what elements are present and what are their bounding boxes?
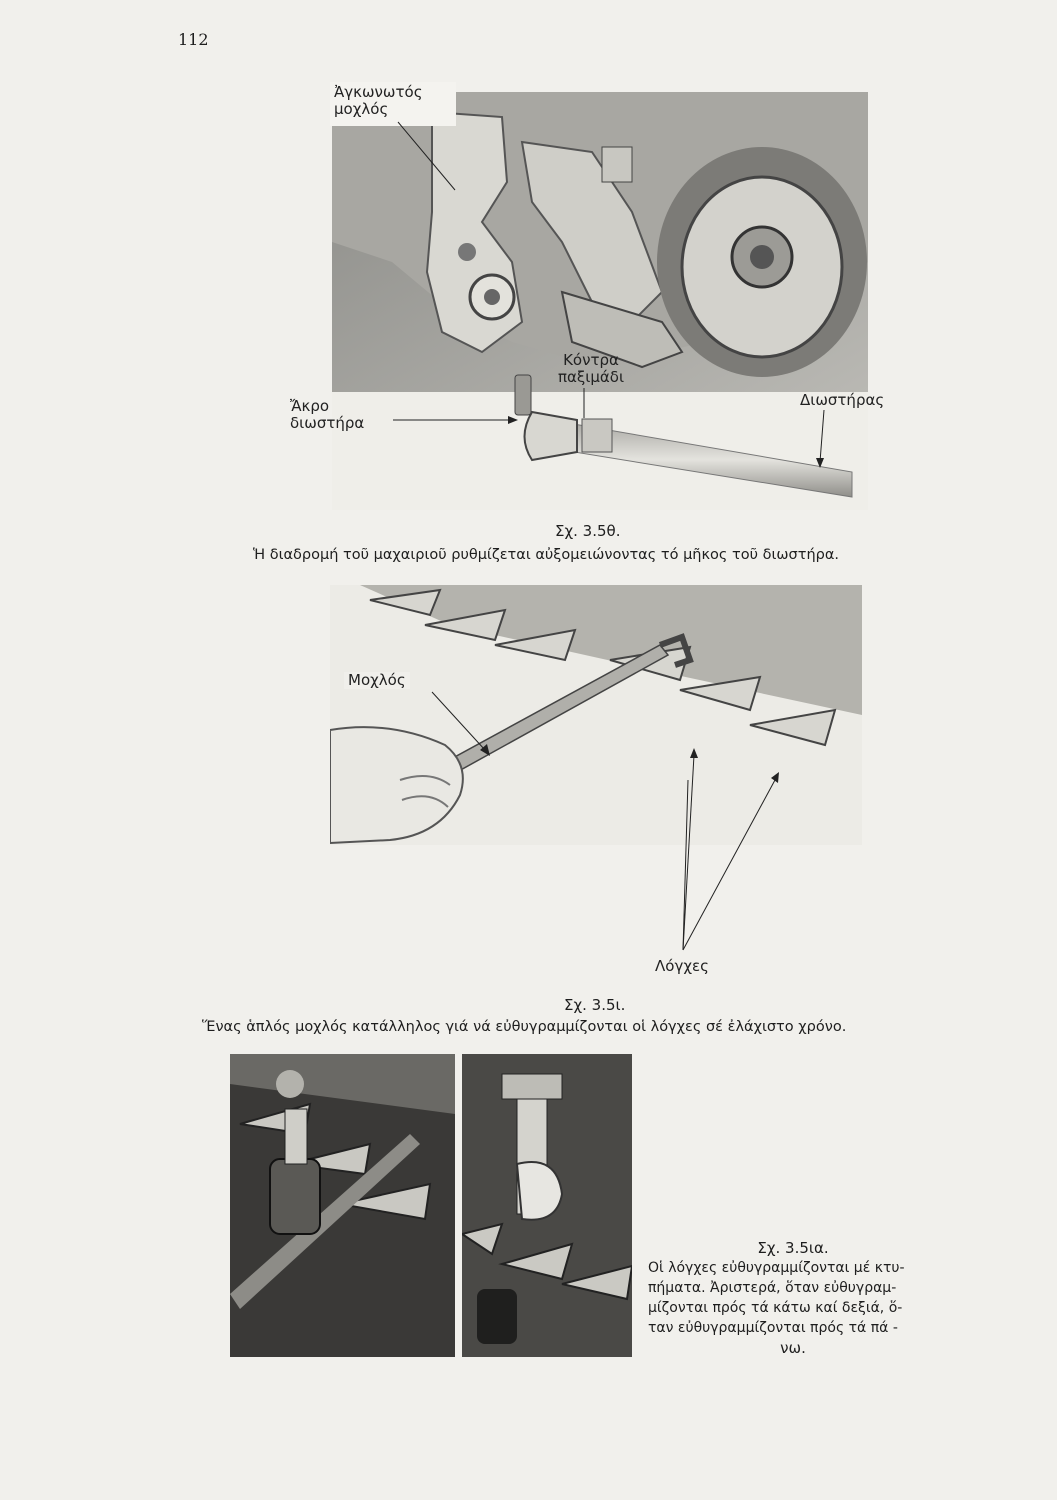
fig3-caption-line2: πήματα. Ἀριστερά, ὅταν εὐθυγραμ- [648, 1280, 897, 1296]
fig2-caption: Ἕνας ἁπλός μοχλός κατάλληλος γιά νά εὐθυγραμμίζονται οἱ λόγχες σέ ἐλάχιστο χρόνο. [202, 1019, 847, 1035]
label-lever-line1: Ἀγκωνωτός [334, 83, 423, 101]
photo-guard-hammer-left [230, 1054, 455, 1357]
fig3-caption-line3: μίζονται πρός τά κάτω καί δεξιά, ὅ- [648, 1300, 903, 1316]
label-locknut-line2: παξιμάδι [558, 368, 625, 386]
fig3-caption-line4: ταν εὐθυγραμμίζονται πρός τά πά - [648, 1320, 898, 1336]
leader-lines-fig2 [0, 600, 1057, 1000]
fig1-caption: Ἡ διαδρομή τοῦ μαχαιριοῦ ρυθμίζεται αὐξομειώνοντας τό μῆκος τοῦ διωστήρα. [253, 547, 840, 563]
label-lever-fig2: Μοχλός [344, 672, 410, 689]
fig3-caption-line1: Οἱ λόγχες εὐθυγραμμίζονται μέ κτυ- [648, 1260, 905, 1276]
fig1-number: Σχ. 3.5θ. [555, 522, 621, 540]
fig3-number: Σχ. 3.5ια. [757, 1239, 829, 1257]
leader-lines-fig1 [0, 0, 1057, 600]
fig3-caption-line5: νω. [780, 1339, 806, 1357]
page-number: 112 [178, 30, 209, 49]
label-rod-end-line2: διωστήρα [290, 414, 365, 432]
label-lever-line2: μοχλός [334, 100, 389, 118]
label-connecting-rod: Διωστήρας [800, 391, 885, 409]
photo-guard-hammer-right [462, 1054, 632, 1357]
label-locknut-line1: Κόντρα [563, 351, 619, 369]
label-guards: Λόγχες [655, 957, 709, 975]
fig3-caption-block [648, 1238, 938, 1358]
fig2-number: Σχ. 3.5ι. [564, 996, 626, 1014]
label-rod-end-line1: Ἄκρο [290, 397, 330, 415]
